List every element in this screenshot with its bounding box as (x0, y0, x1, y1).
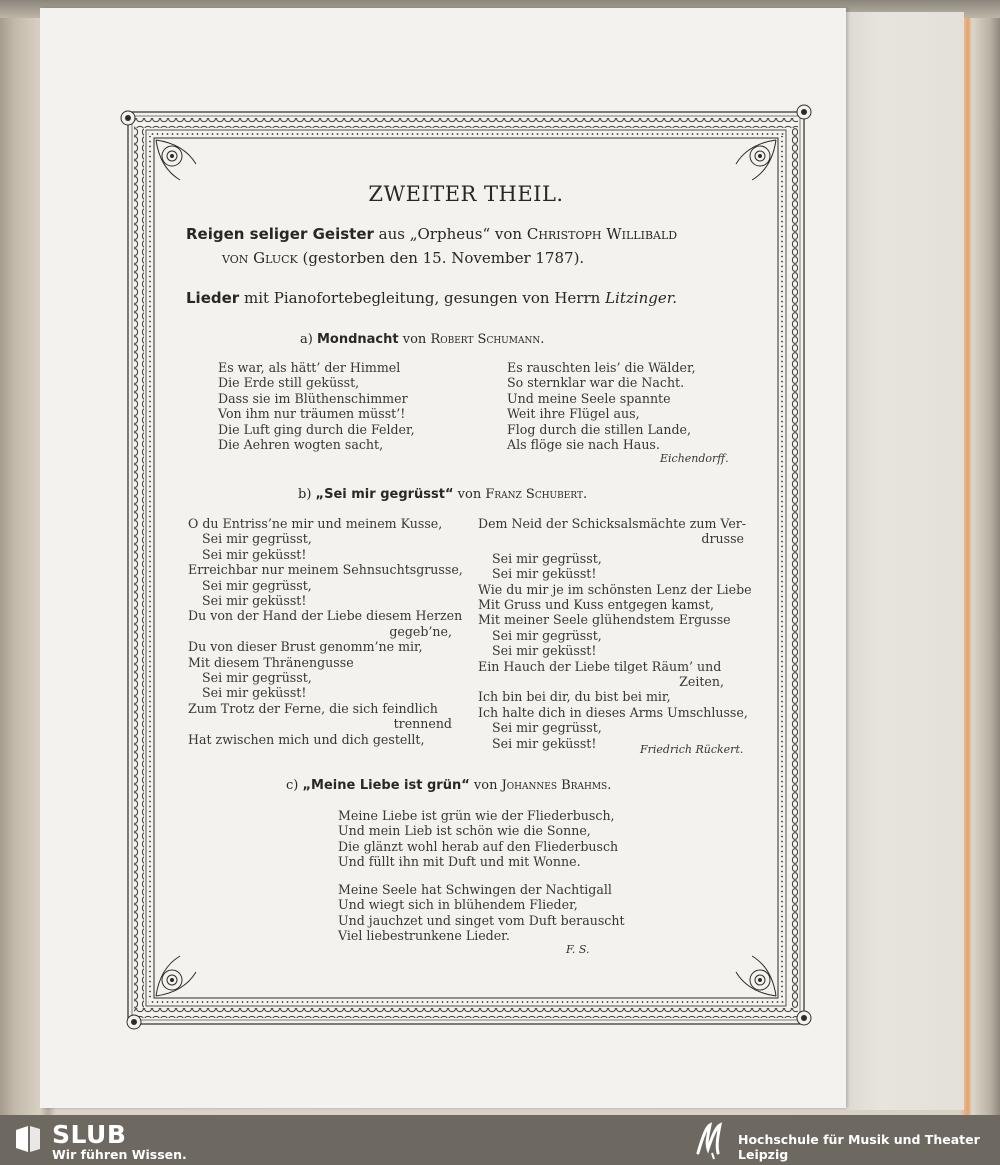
song-a-title: Mondnacht (316, 332, 399, 347)
item2-text: mit Pianofortebegleitung, gesungen von Herrn (243, 289, 601, 307)
song-a-right-column (507, 360, 696, 452)
partner-name[interactable]: Hochschule für Musik und Theater Leipzig (738, 1132, 980, 1162)
verse-line: Sei mir gegrüsst, (202, 670, 312, 686)
verse-line: Die Luft ging durch die Felder, (218, 421, 415, 437)
verse-line: Und mein Lieb ist schön wie die Sonne, (338, 823, 591, 839)
verse-line: Du von dieser Brust genomm’ne mir, (188, 639, 423, 655)
adjacent-page (846, 12, 964, 1110)
verse-line: Die glänzt wohl herab auf den Fliederbusch (338, 838, 619, 854)
verse-line: Sei mir gegrüsst, (202, 577, 312, 593)
verse-line: Von ihm nur träumen müsst’! (218, 406, 406, 422)
verse-line: gegeb’ne, (389, 623, 452, 639)
verse-line: Es rauschten leis’ die Wälder, (507, 360, 696, 375)
verse-line: Sei mir geküsst! (202, 546, 307, 562)
song-c-prefix: c) (286, 778, 299, 793)
verse-line: Sei mir geküsst! (202, 685, 307, 701)
section-heading: ZWEITER THEIL. (368, 182, 564, 206)
verse-line: Weit ihre Flügel aus, (507, 406, 640, 422)
song-a-von: von (402, 332, 427, 347)
verse-line: Zeiten, (679, 674, 724, 690)
verse-line: Zum Trotz der Ferne, die sich feindlich (188, 700, 438, 716)
slub-logo-icon[interactable] (14, 1124, 42, 1154)
song-c-von: von (473, 778, 498, 793)
song-a-composer: Robert Schumann. (430, 332, 545, 347)
slub-name[interactable]: SLUB (52, 1120, 127, 1149)
slub-tagline: Wir führen Wissen. (52, 1147, 187, 1162)
verse-line: Meine Seele hat Schwingen der Nachtigall (338, 882, 612, 897)
verse-line: Sei mir gegrüsst, (202, 531, 312, 547)
verse-line: Dass sie im Blüthenschimmer (218, 390, 408, 406)
song-c-stanza-2 (338, 882, 625, 944)
song-b-right-column (478, 516, 752, 751)
verse-line: Mit meiner Seele glühendstem Ergusse (478, 612, 731, 628)
verse-line: So sternklar war die Nacht. (507, 375, 685, 391)
song-a-left-column (218, 360, 415, 452)
song-c-stanza-1 (338, 808, 618, 870)
item1-composer-line2: von Gluck (222, 249, 298, 267)
verse-line: Mit Gruss und Kuss entgegen kamst, (478, 597, 714, 613)
hmt-logo-icon[interactable] (692, 1119, 730, 1161)
song-a-heading (300, 332, 544, 347)
item1-composer-line1: Christoph Willibald (526, 225, 678, 243)
verse-line: Erreichbar nur meinem Sehnsuchtsgrusse, (188, 562, 463, 578)
verse-line: Die Aehren wogten sacht, (218, 437, 384, 453)
verse-line: Die Erde still geküsst, (218, 375, 360, 391)
song-b-von: von (457, 487, 482, 502)
item1-text-a: aus „Orpheus“ von (378, 225, 523, 243)
song-c-composer: Johannes Brahms. (501, 778, 612, 793)
verse-line: Ein Hauch der Liebe tilget Räum’ und (478, 658, 722, 674)
item2-singer: Litzinger. (605, 289, 678, 307)
verse-line: Es war, als hätt’ der Himmel (218, 360, 401, 375)
item2-bold: Lieder (186, 289, 240, 307)
song-b-prefix: b) (298, 487, 312, 502)
item1-bold: Reigen seliger Geister (186, 225, 374, 243)
verse-line: Sei mir gegrüsst, (492, 550, 602, 566)
item1-line2 (222, 249, 584, 267)
verse-line: Sei mir geküsst! (492, 566, 597, 582)
item2-line (186, 289, 677, 307)
song-a-prefix: a) (300, 332, 313, 347)
item1-line1 (186, 225, 677, 243)
verse-line: Hat zwischen mich und dich gestellt, (188, 731, 425, 747)
verse-line: Sei mir geküsst! (202, 593, 307, 609)
verse-line: Ich bin bei dir, du bist bei mir, (478, 689, 671, 705)
verse-line: Sei mir geküsst! (492, 643, 597, 659)
verse-line: Viel liebestrunkene Lieder. (338, 928, 510, 944)
song-b-title: „Sei mir gegrüsst“ (315, 487, 454, 502)
verse-line: Mit diesem Thränengusse (188, 654, 354, 670)
verse-line: Du von der Hand der Liebe diesem Herzen (188, 608, 463, 624)
verse-line: Und füllt ihn mit Duft und mit Wonne. (338, 854, 581, 870)
verse-line: Ich halte dich in dieses Arms Umschlusse, (478, 704, 748, 720)
verse-line: Sei mir gegrüsst, (492, 627, 602, 643)
song-b-left-column (188, 516, 466, 747)
song-c-heading (286, 778, 611, 793)
song-b-heading (298, 487, 587, 502)
verse-line: Und wiegt sich in blühendem Flieder, (338, 897, 578, 913)
verse-line: Flog durch die stillen Lande, (507, 421, 691, 437)
verse-line: Sei mir gegrüsst, (492, 720, 602, 736)
verse-line: Wie du mir je im schönsten Lenz der Liebe (478, 581, 752, 597)
song-b-author: Friedrich Rückert. (640, 743, 744, 756)
verse-line: Als flöge sie nach Haus. (507, 437, 660, 453)
verse-line: Meine Liebe ist grün wie der Fliederbusch, (338, 808, 615, 823)
verse-line: trennend (393, 716, 452, 732)
verse-line: Sei mir geküsst! (492, 735, 597, 751)
song-c-author: F. S. (566, 943, 590, 956)
verse-line: O du Entriss’ne mir und meinem Kusse, (188, 516, 443, 531)
footer-bar (0, 1115, 1000, 1165)
verse-line: Und meine Seele spannte (507, 390, 671, 406)
song-a-author: Eichendorff. (660, 452, 729, 465)
song-c-title: „Meine Liebe ist grün“ (302, 778, 470, 793)
verse-line: Und jauchzet und singet vom Duft berauscht (338, 912, 625, 928)
song-b-composer: Franz Schubert. (485, 487, 588, 502)
verse-line: Dem Neid der Schicksalsmächte zum Ver- (478, 516, 747, 531)
item1-text-b: (gestorben den 15. November 1787). (302, 249, 585, 267)
verse-line: drusse (701, 531, 744, 547)
